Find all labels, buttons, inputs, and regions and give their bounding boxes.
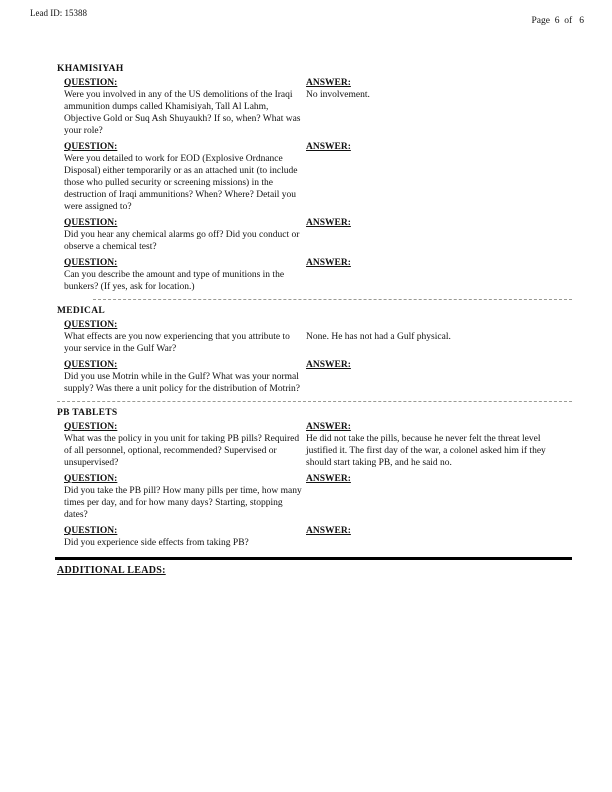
section-separator — [57, 401, 572, 402]
qa-row — [64, 525, 572, 549]
page-number: Page 6 of 6 — [531, 16, 584, 26]
document-content — [57, 60, 572, 576]
question-label: QUESTION: — [64, 360, 118, 370]
question-text: Did you hear any chemical alarms go off? Did you conduct or observe a chemical test? — [64, 230, 300, 252]
answer-label — [306, 319, 572, 331]
section-title: MEDICAL — [57, 306, 106, 316]
answer-label: ANSWER: — [306, 218, 351, 228]
question-text: Did you use Motrin while in the Gulf? What was your normal supply? Was there a unit policy for the distribution of Motrin? — [64, 372, 300, 394]
qa-row — [64, 319, 572, 355]
section-medical — [57, 306, 572, 395]
question-text: Did you experience side effects from taking PB? — [64, 538, 249, 548]
question-text: Did you take the PB pill? How many pills per time, how many times per day, and for how many days? Starting, stopping dates? — [64, 486, 302, 520]
answer-label: ANSWER: — [306, 474, 351, 484]
question-label: QUESTION: — [64, 474, 118, 484]
thick-divider — [55, 557, 572, 560]
section-pb-tablets — [57, 408, 572, 549]
question-label: QUESTION: — [64, 78, 118, 88]
question-label: QUESTION: — [64, 320, 118, 330]
qa-row — [64, 473, 572, 521]
question-label: QUESTION: — [64, 142, 118, 152]
answer-text: No involvement. — [306, 90, 370, 100]
additional-leads-heading: ADDITIONAL LEADS: — [57, 565, 166, 576]
question-text: What was the policy in you unit for taking PB pills? Required of all personnel, optional, recommended? Supervised or unsupervised? — [64, 434, 300, 468]
answer-label: ANSWER: — [306, 78, 351, 88]
question-label: QUESTION: — [64, 258, 118, 268]
question-label: QUESTION: — [64, 526, 118, 536]
question-label: QUESTION: — [64, 218, 118, 228]
qa-row — [64, 359, 572, 395]
lead-id: Lead ID: 15388 — [30, 8, 87, 18]
answer-text: None. He has not had a Gulf physical. — [306, 332, 451, 342]
question-text: Were you involved in any of the US demolitions of the Iraqi ammunition dumps called Khamisiyah, Tall Al Lahm, Objective Gold or Suq Ash Shuyaukh? If so, when? What was your role? — [64, 90, 301, 136]
question-label: QUESTION: — [64, 422, 118, 432]
answer-label: ANSWER: — [306, 360, 351, 370]
qa-row — [64, 217, 572, 253]
answer-label: ANSWER: — [306, 258, 351, 268]
qa-row — [64, 257, 572, 293]
answer-label: ANSWER: — [306, 142, 351, 152]
answer-text: He did not take the pills, because he never felt the threat level justified it. The first day of the war, a colonel asked him if they should start taking PB, and he said no. — [306, 434, 546, 468]
section-title: PB TABLETS — [57, 408, 118, 418]
section-separator — [93, 299, 572, 300]
answer-label: ANSWER: — [306, 526, 351, 536]
question-text: Were you detailed to work for EOD (Explosive Ordnance Disposal) either temporarily or as an attached unit (to include those who pulled security or screening missions) in the destruction of Iraqi ammunitions? When? Where? Detail you were assigned to? — [64, 154, 298, 212]
qa-row — [64, 77, 572, 137]
qa-row — [64, 141, 572, 213]
section-title: KHAMISIYAH — [57, 64, 124, 74]
section-khamisiyah — [57, 64, 572, 293]
question-text: What effects are you now experiencing that you attribute to your service in the Gulf War? — [64, 332, 290, 354]
answer-label: ANSWER: — [306, 422, 351, 432]
qa-row — [64, 421, 572, 469]
question-text: Can you describe the amount and type of munitions in the bunkers? (If yes, ask for location.) — [64, 270, 285, 292]
